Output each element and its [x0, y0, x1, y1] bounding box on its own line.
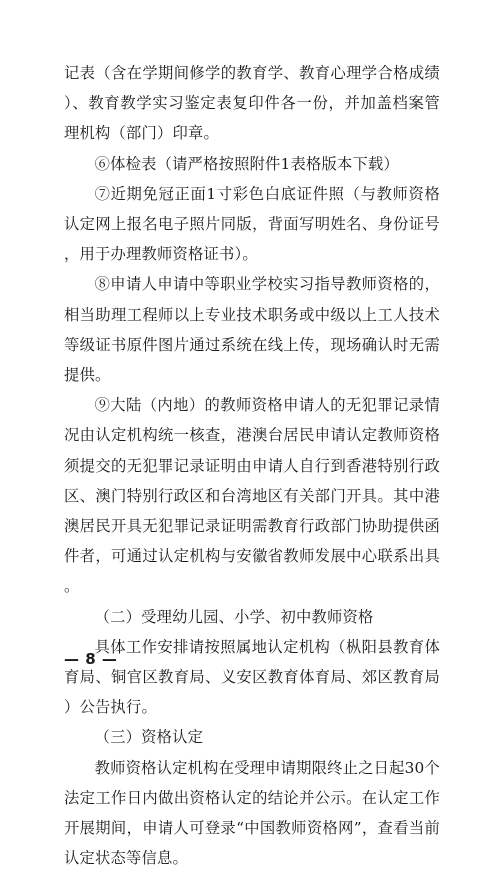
paragraph-item-8-vocational: ⑧申请人申请中等职业学校实习指导教师资格的，相当助理工程师以上专业技术职务或中级以上工人技术等级证书原件图片通过系统在线上传，现场确认时无需提供。: [64, 275, 440, 385]
paragraph-work-arrangement: 具体工作安排请按照属地认定机构（枞阳县教育体育局、铜官区教育局、义安区教育体育局、郊区教育局）公告执行。: [64, 637, 440, 717]
paragraph-item-9-criminal-record: ⑨大陆（内地）的教师资格申请人的无犯罪记录情况由认定机构统一核查，港澳台居民申请认定教师资格须提交的无犯罪记录证明由申请人自行到香港特别行政区、澳门特别行政区和台湾地区有关部门开具。其中港澳居民开具无犯罪记录证明需教育行政部门协助提供函件者，可通过认定机构与安徽省教师发展中心联系出具。: [64, 396, 440, 596]
paragraph-item-6-health-form: ⑥体检表（请严格按照附件1表格版本下载）: [94, 154, 399, 173]
paragraph-continuation: 记表（含在学期间修学的教育学、教育心理学合格成绩）、教育教学实习鉴定表复印件各一份，并加盖档案管理机构（部门）印章。: [64, 64, 440, 143]
page-number: — 8 —: [64, 650, 118, 668]
section-heading-kindergarten-primary-junior: （二）受理幼儿园、小学、初中教师资格: [94, 607, 374, 626]
paragraph-recognition-deadline: 教师资格认定机构在受理申请期限终止之日起30个法定工作日内做出资格认定的结论并公示。在认定工作开展期间，申请人可登录“中国教师资格网”，查看当前认定状态等信息。: [64, 758, 440, 868]
section-heading-qualification-recognition: （三）资格认定: [94, 728, 204, 747]
paragraph-item-7-photo: ⑦近期免冠正面1寸彩色白底证件照（与教师资格认定网上报名电子照片同版，背面写明姓名、身份证号，用于办理教师资格证书）。: [64, 184, 440, 264]
document-body: [64, 58, 440, 873]
